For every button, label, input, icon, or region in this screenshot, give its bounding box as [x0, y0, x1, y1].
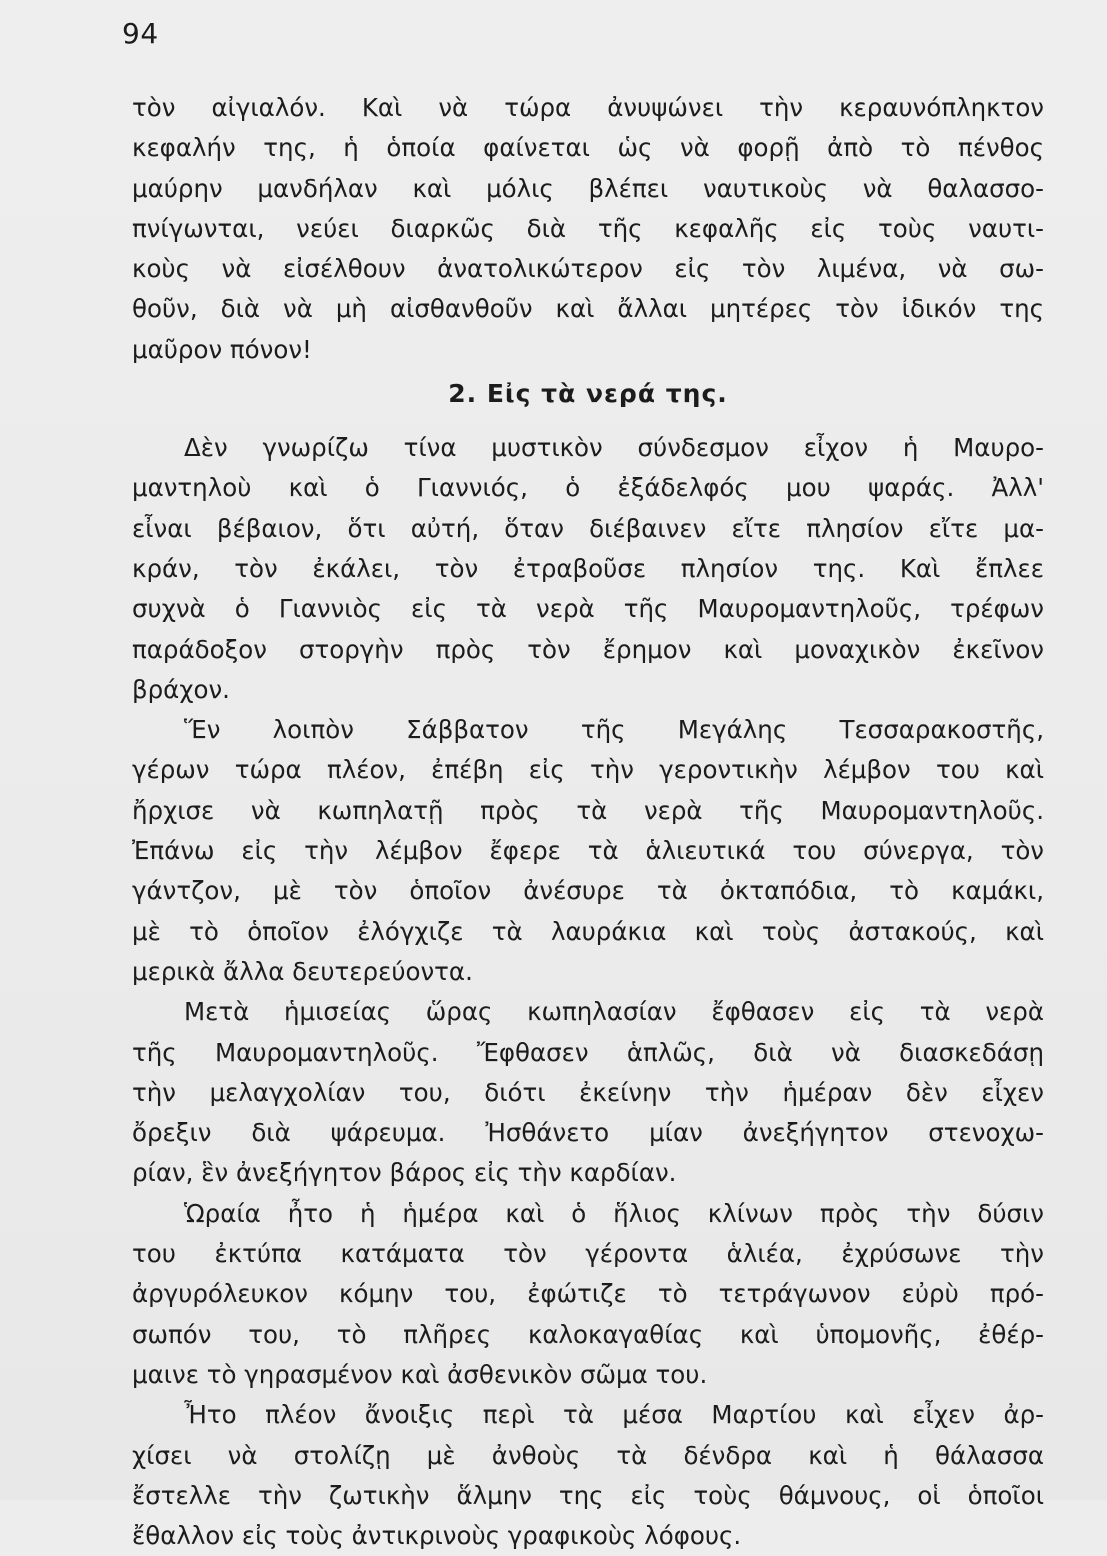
text-line: Ἐπάνω εἰς τὴν λέμβον ἔφερε τὰ ἁλιευτικά του σύνεργα, τὸν	[132, 836, 1044, 866]
text-line: μαντηλοὺ καὶ ὁ Γιαννιός, ὁ ἐξάδελφός μου ψαράς. Ἀλλ'	[132, 473, 1044, 503]
text-line: σωπόν του, τὸ πλῆρες καλοκαγαθίας καὶ ὑπομονῆς, ἐθέρ-	[132, 1319, 1044, 1349]
text-line: ρίαν, ἓν ἀνεξήγητον βάρος εἰς τὴν καρδίαν.	[132, 1158, 677, 1188]
text-line: κράν, τὸν ἐκάλει, τὸν ἐτραβοῦσε πλησίον της. Καὶ ἔπλεε	[132, 553, 1044, 583]
text-line: του ἐκτύπα κατάματα τὸν γέροντα ἁλιέα, ἐχρύσωνε τὴν	[132, 1239, 1044, 1269]
paragraph	[132, 992, 1044, 1193]
text-line: ἀργυρόλευκον κόμην του, ἐφώτιζε τὸ τετράγωνον εὐρὺ πρό-	[132, 1279, 1044, 1309]
text-line: πνίγωνται, νεύει διαρκῶς διὰ τῆς κεφαλῆς εἰς τοὺς ναυτι-	[132, 213, 1044, 243]
text-line: μὲ τὸ ὁποῖον ἐλόγχιζε τὰ λαυράκια καὶ τοὺς ἀστακούς, καὶ	[132, 916, 1044, 946]
text-line: ὄρεξιν διὰ ψάρευμα. Ἠσθάνετο μίαν ἀνεξήγητον στενοχω-	[132, 1118, 1044, 1148]
paragraph-continuation	[132, 88, 1044, 370]
text-line: γέρων τώρα πλέον, ἐπέβη εἰς τὴν γεροντικὴν λέμβον του καὶ	[132, 755, 1044, 785]
text-line: κοὺς νὰ εἰσέλθουν ἀνατολικώτερον εἰς τὸν λιμένα, νὰ σω-	[132, 254, 1044, 284]
text-line: ἔθαλλον εἰς τοὺς ἀντικρινοὺς γραφικοὺς λόφους.	[132, 1521, 742, 1551]
text-line: ἔστελλε τὴν ζωτικὴν ἅλμην της εἰς τοὺς θάμνους, οἱ ὁποῖοι	[132, 1480, 1044, 1510]
text-line: κεφαλήν της, ἡ ὁποία φαίνεται ὡς νὰ φορῇ ἀπὸ τὸ πένθος	[132, 133, 1044, 163]
text-line: εἶναι βέβαιον, ὅτι αὐτή, ὅταν διέβαινεν εἴτε πλησίον εἴτε μα-	[132, 513, 1044, 543]
text-line: Ἕν λοιπὸν Σάββατον τῆς Μεγάλης Τεσσαρακοστῆς,	[184, 715, 1044, 745]
text-line: Ὡραία ἦτο ἡ ἡμέρα καὶ ὁ ἥλιος κλίνων πρὸς τὴν δύσιν	[184, 1198, 1044, 1228]
text-line: μαύρην μανδήλαν καὶ μόλις βλέπει ναυτικοὺς νὰ θαλασσο-	[132, 173, 1044, 203]
text-line: Δὲν γνωρίζω τίνα μυστικὸν σύνδεσμον εἶχον ἡ Μαυρο-	[184, 433, 1044, 463]
text-line: θοῦν, διὰ νὰ μὴ αἰσθανθοῦν καὶ ἄλλαι μητέρες τὸν ἰδικόν της	[132, 294, 1044, 324]
text-line: τὸν αἰγιαλόν. Καὶ νὰ τώρα ἀνυψώνει τὴν κεραυνόπληκτον	[132, 93, 1044, 122]
text-line: μαῦρον πόνον!	[132, 334, 312, 364]
text-line: ἤρχισε νὰ κωπηλατῇ πρὸς τὰ νερὰ τῆς Μαυρομαντηλοῦς.	[132, 795, 1044, 825]
page-text	[132, 88, 1044, 1556]
text-line: μερικὰ ἄλλα δευτερεύοντα.	[132, 956, 473, 986]
text-line: Ἦτο πλέον ἄνοιξις περὶ τὰ μέσα Μαρτίου καὶ εἶχεν ἀρ-	[184, 1400, 1044, 1430]
paragraph	[132, 1395, 1044, 1556]
text-line: συχνὰ ὁ Γιαννιὸς εἰς τὰ νερὰ τῆς Μαυρομαντηλοῦς, τρέφων	[132, 594, 1044, 624]
paragraph	[132, 710, 1044, 992]
text-line: γάντζον, μὲ τὸν ὁποῖον ἀνέσυρε τὰ ὀκταπόδια, τὸ καμάκι,	[132, 876, 1044, 906]
page-number: 94	[122, 17, 159, 50]
text-line: παράδοξον στοργὴν πρὸς τὸν ἔρημον καὶ μοναχικὸν ἐκεῖνον	[132, 634, 1044, 664]
text-line: χίσει νὰ στολίζῃ μὲ ἀνθοὺς τὰ δένδρα καὶ ἡ θάλασσα	[132, 1440, 1044, 1470]
paragraph	[132, 428, 1044, 710]
text-line: μαινε τὸ γηρασμένον καὶ ἀσθενικὸν σῶμα του.	[132, 1359, 708, 1389]
section-heading: 2. Εἰς τὰ νερά της.	[448, 379, 728, 409]
text-line: τὴν μελαγχολίαν του, διότι ἐκείνην τὴν ἡμέραν δὲν εἶχεν	[132, 1077, 1044, 1107]
paragraph	[132, 1194, 1044, 1395]
text-line: βράχον.	[132, 674, 230, 704]
text-line: τῆς Μαυρομαντηλοῦς. Ἔφθασεν ἁπλῶς, διὰ νὰ διασκεδάσῃ	[132, 1037, 1044, 1067]
text-line: Μετὰ ἡμισείας ὥρας κωπηλασίαν ἔφθασεν εἰς τὰ νερὰ	[184, 997, 1044, 1027]
